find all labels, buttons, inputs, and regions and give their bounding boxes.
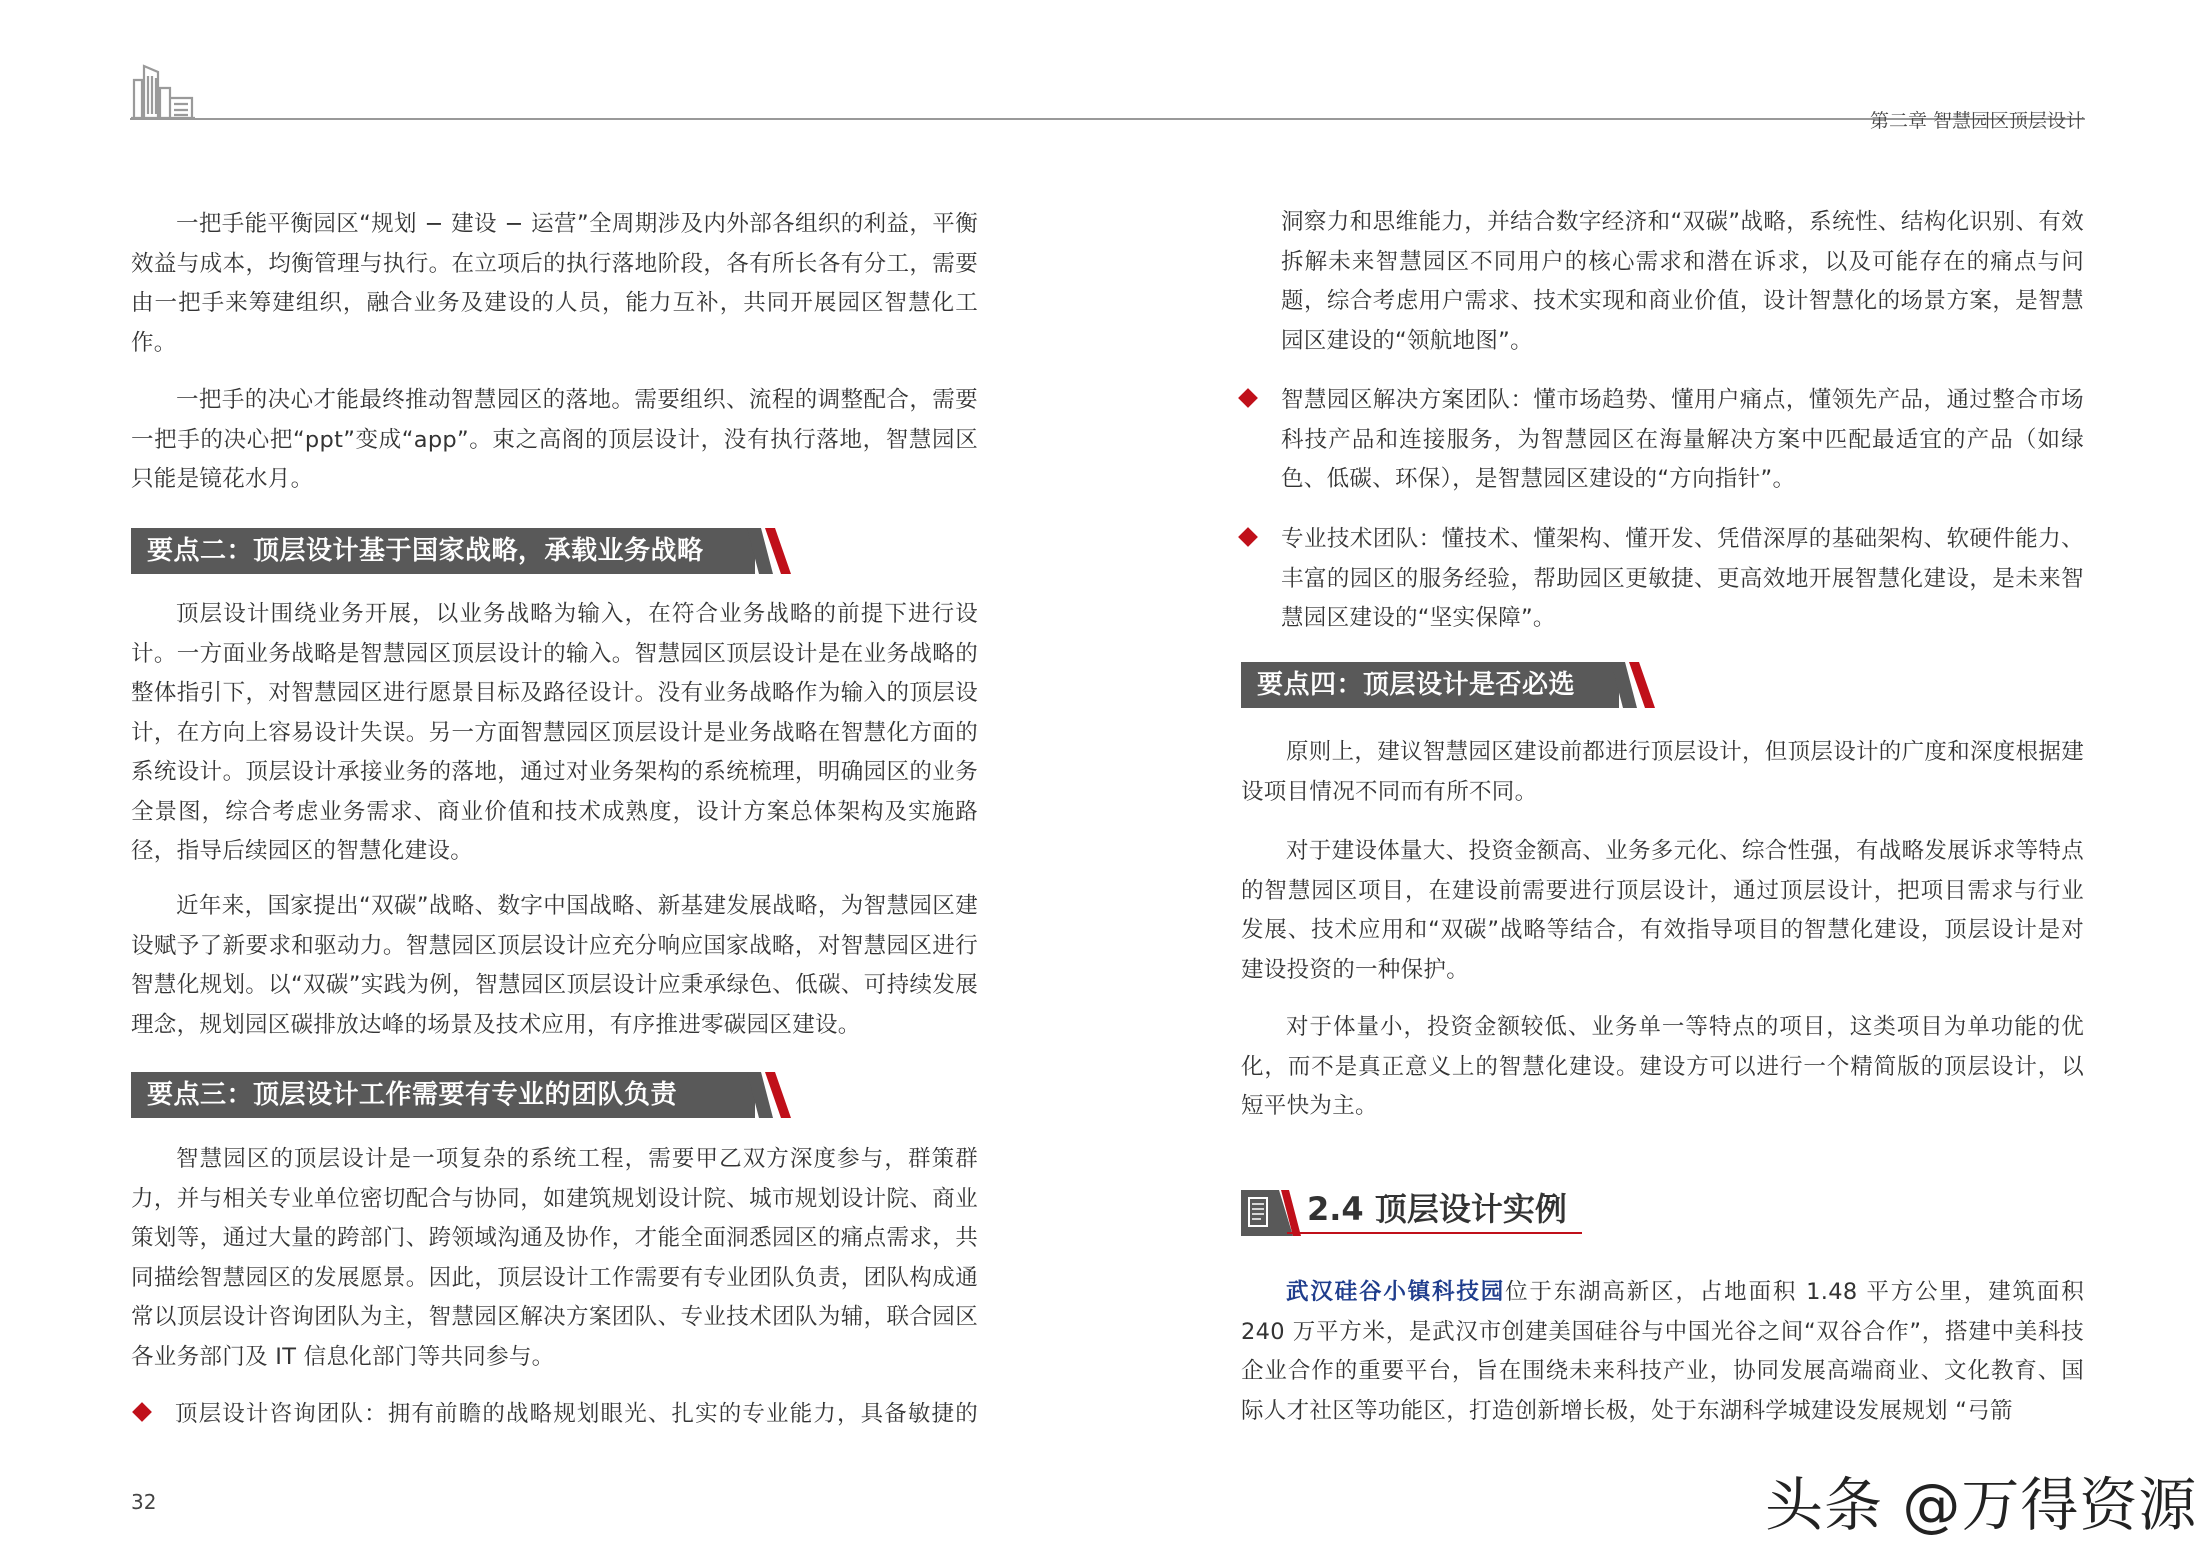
paragraph-professional-team: 智慧园区的顶层设计是一项复杂的系统工程，需要甲乙双方深度参与，群策群力，并与相关专业单位密切配合与协同，如建筑规划设计院、城市规划设计院、商业策划等，通过大量的跨部门、跨领域沟通及协作，才能全面洞悉园区的痛点需求，共同描绘智慧园区的发展愿景。因此，顶层设计工作需要有专业团队负责，团队构成通常以顶层设计咨询团队为主，智慧园区解决方案团队、专业技术团队为辅，联合园区各业务部门及 IT 信息化部门等共同参与。 [131,1146,978,1370]
paragraph-business-strategy: 顶层设计围绕业务开展，以业务战略为输入，在符合业务战略的前提下进行设计。一方面业务战略是智慧园区顶层设计的输入。智慧园区顶层设计是在业务战略的整体指引下，对智慧园区进行愿景目标及路径设计。没有业务战略作为输入的顶层设计，在方向上容易设计失误。另一方面智慧园区顶层设计是业务战略在智慧化方面的系统设计。顶层设计承接业务的落地，通过对业务架构的系统梳理，明确园区的业务全景图，综合考虑业务需求、商业价值和技术成熟度，设计方案总体架构及实施路径，指导后续园区的智慧化建设。 [131,601,978,864]
paragraph-leader-balance: 一把手能平衡园区“规划 − 建设 − 运营”全周期涉及内外部各组织的利益，平衡效益与成本，均衡管理与执行。在立项后的执行落地阶段，各有所长各有分工，需要由一把手来筹建组织，融合业务及建设的人员，能力互补，共同开展园区智慧化工作。 [131,211,978,356]
paragraph-small-projects: 对于体量小，投资金额较低、业务单一等特点的项目，这类项目为单功能的优化，而不是真正意义上的智慧化建设。建设方可以进行一个精简版的顶层设计，以短平快为主。 [1241,1014,2084,1119]
section-heading-label: 要点三：顶层设计工作需要有专业的团队负责 [131,1072,755,1118]
section-heading-label: 要点二：顶层设计基于国家战略，承载业务战略 [131,528,755,574]
section-heading-point-three [131,1072,811,1118]
paragraph-large-projects: 对于建设体量大、投资金额高、业务多元化、综合性强，有战略发展诉求等特点的智慧园区项目，在建设前需要进行顶层设计，通过顶层设计，把项目需求与行业发展、技术应用和“双碳”战略等结合，有效指导项目的智慧化建设，顶层设计是对建设投资的一种保护。 [1241,838,2085,983]
bullet-tech-team [1241,520,2084,638]
red-diamond-bullet-icon [132,1402,152,1422]
watermark: 头条 @万得资源 [1765,1471,2198,1539]
header-rule [130,118,2085,120]
bullet-consulting-team-continued [1241,203,2084,361]
section-title: 2.4 顶层设计实例 [1307,1190,1567,1228]
document-icon [1241,1190,1301,1236]
section-heading-2-4 [1241,1180,1581,1242]
red-diamond-bullet-icon [1238,388,1258,408]
heading-slash-decoration [747,528,797,574]
section-heading-point-four [1241,662,1661,708]
example-text: 位于东湖高新区，占地面积 1.48 平方公里，建筑面积 240 万平方米，是武汉市创建美国硅谷与中国光谷之间“双谷合作”，搭建中美科技企业合作的重要平台，旨在围绕未来科技产业，协同发展高端商业、文化教育、国际人才社区等功能区，打造创新增长极，处于东湖科学城建设发展规划 “弓箭 [1241,1279,2084,1424]
bullet-text: 顶层设计咨询团队：拥有前瞻的战略规划眼光、扎实的专业能力，具备敏捷的 [175,1401,978,1427]
paragraph-national-strategy: 近年来，国家提出“双碳”战略、数字中国战略、新基建发展战略，为智慧园区建设赋予了新要求和驱动力。智慧园区顶层设计应充分响应国家战略，对智慧园区进行智慧化规划。以“双碳”实践为例，智慧园区顶层设计应秉承绿色、低碳、可持续发展理念，规划园区碳排放达峰的场景及技术应用，有序推进零碳园区建设。 [131,893,978,1038]
paragraph-principle: 原则上，建议智慧园区建设前都进行顶层设计，但顶层设计的广度和深度根据建设项目情况不同而有所不同。 [1241,739,2085,805]
bullet-text: 智慧园区解决方案团队：懂市场趋势、懂用户痛点，懂领先产品，通过整合市场科技产品和连接服务，为智慧园区在海量解决方案中匹配最适宜的产品（如绿色、低碳、环保），是智慧园区建设的“方向指针”。 [1281,387,2084,492]
bullet-text: 洞察力和思维能力，并结合数字经济和“双碳”战略，系统性、结构化识别、有效拆解未来智慧园区不同用户的核心需求和潜在诉求，以及可能存在的痛点与问题，综合考虑用户需求、技术实现和商业价值，设计智慧化的场景方案，是智慧园区建设的“领航地图”。 [1281,209,2084,354]
highlighted-park-name: 武汉硅谷小镇科技园 [1286,1279,1506,1305]
title-underline [1287,1232,1582,1234]
bullet-text: 专业技术团队：懂技术、懂架构、懂开发、凭借深厚的基础架构、软硬件能力、丰富的园区的服务经验，帮助园区更敏捷、更高效地开展智慧化建设，是未来智慧园区建设的“坚实保障”。 [1281,526,2084,631]
bullet-solution-team [1241,381,2084,499]
chapter-title: 第二章 智慧园区顶层设计 [1870,110,2086,132]
heading-slash-decoration [747,1072,797,1118]
paragraph-wuhan-example [1241,1273,2084,1431]
heading-slash-decoration [1611,662,1661,708]
paragraph-leader-determination: 一把手的决心才能最终推动智慧园区的落地。需要组织、流程的调整配合，需要一把手的决心把“ppt”变成“app”。束之高阁的顶层设计，没有执行落地，智慧园区只能是镜花水月。 [131,387,978,492]
section-heading-label: 要点四：顶层设计是否必选 [1241,662,1619,708]
building-logo-icon [130,62,196,120]
page-number: 32 [131,1490,157,1514]
red-diamond-bullet-icon [1238,527,1258,547]
section-heading-point-two [131,528,811,574]
bullet-consulting-team [135,1395,978,1435]
